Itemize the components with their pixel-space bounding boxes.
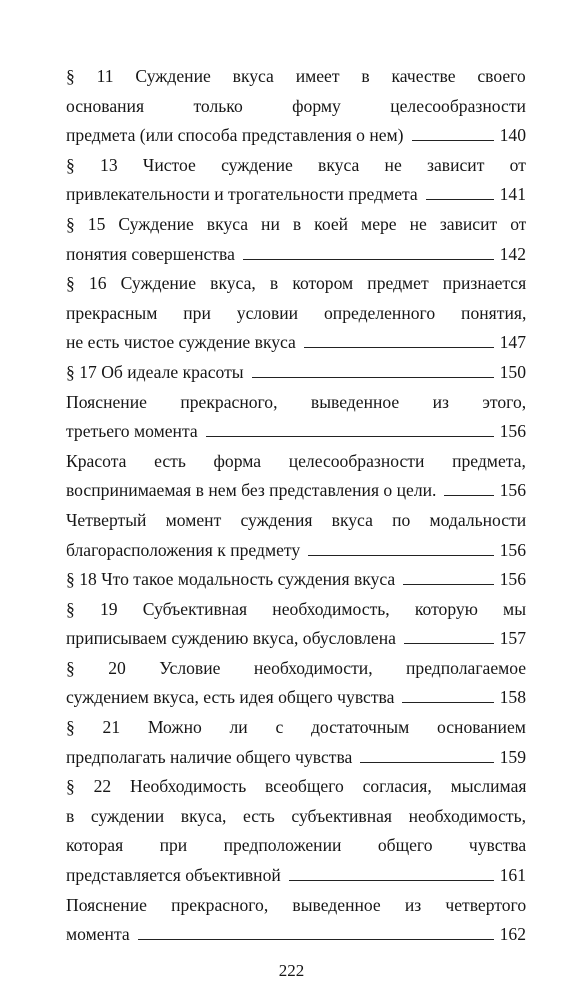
toc-entry [66, 772, 526, 890]
leader-line [289, 880, 494, 881]
toc-entry-line: § 21 Можно ли с достаточным основанием [66, 717, 526, 738]
toc-entry-page: 142 [499, 243, 526, 264]
leader-line [402, 702, 493, 703]
leader-line [444, 495, 493, 496]
toc-entry-last-line [66, 121, 526, 151]
leader-line [308, 555, 493, 556]
toc-entry [66, 269, 526, 358]
toc-entry [66, 151, 526, 210]
toc-entry-page: 156 [499, 569, 526, 590]
toc-entry [66, 62, 526, 151]
toc-entry [66, 210, 526, 269]
toc-entry-page: 162 [499, 924, 526, 945]
toc-entry-page: 161 [499, 865, 526, 886]
leader-line [403, 584, 493, 585]
toc-entry-line: Четвертый момент суждения вкуса по модальности [66, 509, 526, 530]
toc-entry-last-line [66, 743, 526, 773]
toc-entry-page: 141 [499, 184, 526, 205]
toc-entry-text: благорасположения к предмету [66, 539, 301, 560]
toc-entry-page: 156 [499, 539, 526, 560]
toc-entry-page: 158 [499, 687, 526, 708]
toc-entry [66, 388, 526, 447]
toc-entry [66, 595, 526, 654]
toc-entry [66, 358, 526, 388]
table-of-contents [66, 62, 526, 950]
leader-line [304, 347, 494, 348]
toc-entry-page: 147 [499, 332, 526, 353]
leader-line [243, 259, 494, 260]
toc-entry [66, 447, 526, 506]
toc-entry-page: 156 [499, 421, 526, 442]
toc-entry-text: привлекательности и трогательности предмета [66, 184, 418, 205]
toc-entry-last-line [66, 476, 526, 506]
toc-entry-line: § 15 Суждение вкуса ни в коей мере не зависит от [66, 213, 526, 234]
toc-entry-text: третьего момента [66, 421, 198, 442]
toc-entry-line: § 13 Чистое суждение вкуса не зависит от [66, 154, 526, 175]
toc-entry-line: которая при предположении общего чувства [66, 835, 526, 856]
toc-entry-last-line [66, 920, 526, 950]
leader-line [138, 939, 494, 940]
toc-entry-text: понятия совершенства [66, 243, 235, 264]
toc-entry-last-line [66, 417, 526, 447]
toc-entry-text: не есть чистое суждение вкуса [66, 332, 296, 353]
toc-entry-line: прекрасным при условии определенного понятия, [66, 302, 526, 323]
toc-entry [66, 565, 526, 595]
toc-entry-text: суждением вкуса, есть идея общего чувства [66, 687, 395, 708]
toc-entry-last-line [66, 180, 526, 210]
toc-entry-text: момента [66, 924, 130, 945]
toc-entry-line: основания только форму целесообразности [66, 95, 526, 116]
leader-line [206, 436, 494, 437]
toc-entry-last-line [66, 536, 526, 566]
toc-entry-last-line [66, 861, 526, 891]
toc-entry [66, 654, 526, 713]
toc-entry-line: Красота есть форма целесообразности предмета, [66, 450, 526, 471]
toc-entry-line: § 20 Условие необходимости, предполагаемое [66, 657, 526, 678]
toc-entry-last-line [66, 565, 526, 595]
toc-entry-text: § 18 Что такое модальность суждения вкуса [66, 569, 396, 590]
toc-entry-text: представляется объективной [66, 865, 281, 886]
toc-entry-last-line [66, 683, 526, 713]
toc-entry [66, 506, 526, 565]
toc-entry-page: 140 [499, 125, 526, 146]
toc-entry-line: Пояснение прекрасного, выведенное из этого, [66, 391, 526, 412]
toc-entry-last-line [66, 358, 526, 388]
leader-line [412, 140, 494, 141]
leader-line [404, 643, 494, 644]
toc-entry-text: § 17 Об идеале красоты [66, 361, 244, 382]
toc-entry [66, 713, 526, 772]
toc-entry-line: Пояснение прекрасного, выведенное из четвертого [66, 894, 526, 915]
toc-entry-line: § 22 Необходимость всеобщего согласия, мыслимая [66, 776, 526, 797]
toc-entry-last-line [66, 328, 526, 358]
toc-entry-line: в суждении вкуса, есть субъективная необходимость, [66, 805, 526, 826]
leader-line [426, 199, 494, 200]
toc-entry-line: § 16 Суждение вкуса, в котором предмет признается [66, 273, 526, 294]
toc-entry-page: 159 [499, 746, 526, 767]
toc-entry [66, 891, 526, 950]
toc-entry-text: воспринимаемая в нем без представления о цели. [66, 480, 437, 501]
page-number: 222 [278, 961, 305, 980]
toc-entry-line: § 19 Субъективная необходимость, которую мы [66, 598, 526, 619]
toc-entry-page: 156 [499, 480, 526, 501]
toc-entry-last-line [66, 240, 526, 270]
leader-line [360, 762, 493, 763]
toc-entry-page: 157 [499, 628, 526, 649]
toc-entry-page: 150 [499, 361, 526, 382]
toc-entry-text: предполагать наличие общего чувства [66, 746, 353, 767]
toc-entry-last-line [66, 624, 526, 654]
leader-line [252, 377, 494, 378]
toc-entry-text: предмета (или способа представления о нем) [66, 125, 404, 146]
toc-entry-line: § 11 Суждение вкуса имеет в качестве своего [66, 66, 526, 86]
toc-entry-text: приписываем суждению вкуса, обусловлена [66, 628, 396, 649]
